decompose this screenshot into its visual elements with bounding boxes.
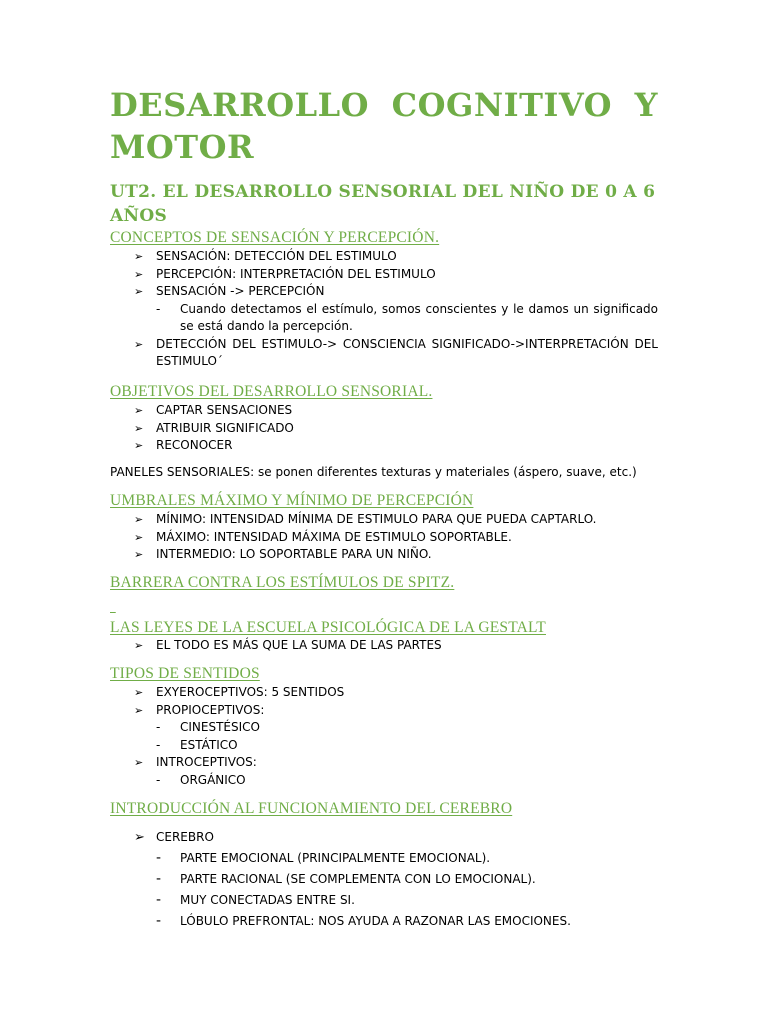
dash-bullet-icon: -	[156, 772, 161, 787]
arrow-bullet-icon: ➢	[134, 530, 144, 544]
dash-bullet-icon: -	[156, 737, 161, 752]
list-gestalt	[110, 637, 658, 655]
arrow-bullet-icon: ➢	[134, 337, 144, 351]
arrow-bullet-icon: ➢	[134, 513, 144, 526]
arrow-bullet-icon: ➢	[134, 285, 144, 298]
sub-list-item: - PARTE EMOCIONAL (PRINCIPALMENTE EMOCIONAL).	[110, 848, 658, 869]
list-item: ➢ RECONOCER	[110, 437, 658, 455]
sub-list-item: - CINESTÉSICO	[110, 719, 658, 737]
dash-bullet-icon: -	[156, 871, 162, 887]
list-item: ➢ PERCEPCIÓN: INTERPRETACIÓN DEL ESTIMULO	[110, 266, 658, 284]
arrow-bullet-icon: ➢	[134, 404, 144, 417]
arrow-bullet-icon: ➢	[134, 756, 144, 769]
sub-list-item: - Cuando detectamos el estímulo, somos conscientes y le damos un significado se está dando la percepción.	[156, 301, 658, 333]
arrow-bullet-icon: ➢	[134, 639, 144, 652]
list-item: ➢ INTERMEDIO: LO SOPORTABLE PARA UN NIÑO.	[110, 546, 658, 564]
heading-conceptos: CONCEPTOS DE SENSACIÓN Y PERCEPCIÓN.	[110, 229, 440, 246]
heading-umbrales: UMBRALES MÁXIMO Y MÍNIMO DE PERCEPCIÓN	[110, 492, 474, 509]
sub-list-item: - PARTE RACIONAL (SE COMPLEMENTA CON LO EMOCIONAL).	[110, 869, 658, 890]
heading-gestalt: LAS LEYES DE LA ESCUELA PSICOLÓGICA DE LA GESTALT	[110, 619, 546, 636]
list-item: ➢ CAPTAR SENSACIONES	[110, 402, 658, 420]
list-item: ➢ CEREBRO	[110, 827, 658, 848]
dash-bullet-icon: -	[156, 301, 161, 316]
sub-list-item: - LÓBULO PREFRONTAL: NOS AYUDA A RAZONAR LAS EMOCIONES.	[110, 911, 658, 932]
arrow-bullet-icon: ➢	[134, 439, 144, 452]
list-item: ➢ PROPIOCEPTIVOS:	[110, 702, 658, 720]
arrow-bullet-icon: ➢	[134, 267, 144, 281]
arrow-bullet-icon: ➢	[134, 830, 145, 845]
dash-bullet-icon: -	[156, 720, 161, 734]
arrow-bullet-icon: ➢	[134, 686, 144, 699]
document-subtitle: UT2. EL DESARROLLO SENSORIAL DEL NIÑO DE 0 A 6 AÑOS	[110, 182, 656, 226]
list-item: ➢ MÍNIMO: INTENSIDAD MÍNIMA DE ESTIMULO PARA QUE PUEDA CAPTARLO.	[110, 511, 658, 529]
dash-bullet-icon: -	[156, 913, 162, 929]
list-item: ➢ SENSACIÓN -> PERCEPCIÓN	[110, 283, 658, 301]
list-umbrales	[110, 511, 658, 564]
sub-list-item: - ORGÁNICO	[110, 772, 658, 790]
arrow-bullet-icon: ➢	[134, 703, 144, 717]
list-item: ➢ SENSACIÓN: DETECCIÓN DEL ESTIMULO	[110, 248, 658, 266]
dash-bullet-icon: -	[156, 850, 162, 866]
sub-list-item: - ESTÁTICO	[110, 737, 658, 755]
list-objetivos	[110, 402, 658, 455]
heading-sentidos: TIPOS DE SENTIDOS	[110, 665, 260, 682]
arrow-bullet-icon: ➢	[134, 250, 144, 263]
list-conceptos	[110, 248, 658, 371]
list-item: ➢ ATRIBUIR SIGNIFICADO	[110, 420, 658, 438]
heading-cerebro: INTRODUCCIÓN AL FUNCIONAMIENTO DEL CEREBRO	[110, 800, 513, 817]
dash-bullet-icon: -	[156, 892, 162, 908]
heading-barrera: BARRERA CONTRA LOS ESTÍMULOS DE SPITZ.	[110, 574, 455, 591]
list-item: ➢ EXYEROCEPTIVOS: 5 SENTIDOS	[110, 684, 658, 702]
list-item: ➢ EL TODO ES MÁS QUE LA SUMA DE LAS PARTES	[110, 637, 658, 655]
arrow-bullet-icon: ➢	[134, 548, 144, 561]
document-title: DESARROLLO COGNITIVO Y MOTOR	[110, 86, 658, 166]
list-item: ➢ MÁXIMO: INTENSIDAD MÁXIMA DE ESTIMULO SOPORTABLE.	[110, 529, 658, 547]
arrow-bullet-icon: ➢	[134, 421, 144, 435]
list-cerebro	[110, 827, 658, 932]
sub-list-item: - MUY CONECTADAS ENTRE SI.	[110, 890, 658, 911]
list-item: ➢ DETECCIÓN DEL ESTIMULO-> CONSCIENCIA SIGNIFICADO->INTERPRETACIÓN DEL ESTIMULO´	[134, 336, 658, 368]
paneles-paragraph: PANELES SENSORIALES: se ponen diferentes texturas y materiales (áspero, suave, etc.)	[110, 465, 637, 479]
empty-underline-mark	[110, 604, 116, 614]
heading-objetivos: OBJETIVOS DEL DESARROLLO SENSORIAL.	[110, 383, 433, 400]
list-item: ➢ INTROCEPTIVOS:	[110, 754, 658, 772]
list-sentidos	[110, 684, 658, 789]
